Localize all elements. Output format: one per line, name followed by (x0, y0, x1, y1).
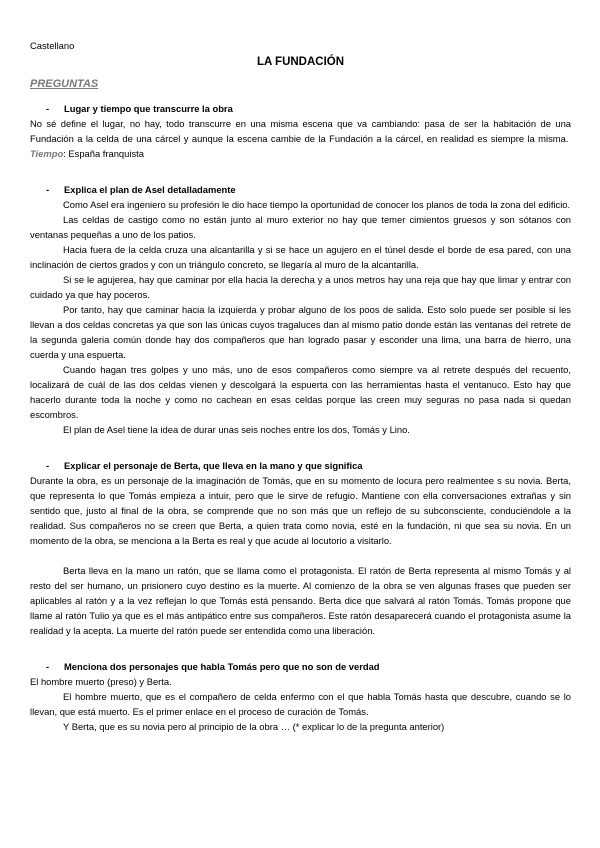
question-heading-3 (30, 458, 571, 473)
tiempo-label: Tiempo (30, 148, 64, 159)
answer-paragraph (30, 116, 571, 161)
question-text: Explica el plan de Asel detalladamente (64, 184, 236, 195)
answer-paragraph: Durante la obra, es un personaje de la imaginación de Tomás, que en su momento de locura pero realmentee s su novia. Berta, que representa lo que Tomás empieza a intuir, pero que le sirve de refugio. Mantiene con ella conversaciones extrañas y sin sentido que, justo al final de la obra, se comprende que no son más que un reflejo de su subconsciente, conduciéndole a la realidad. Sus compañeros no se creen que Berta, a quien trata como novia, esté en la fundación, ni que sea su novia. En un momento de la obra, se menciona a la Berta es real y que acude al locutorio a visitarlo. (30, 475, 571, 546)
question-heading-1 (30, 101, 571, 116)
question-text: Menciona dos personajes que habla Tomás pero que no son de verdad (64, 661, 380, 672)
question-heading-2 (30, 182, 571, 197)
answer-paragraph: Las celdas de castigo como no están junto al muro exterior no hay que temer cimientos gruesos y son sótanos con ventanas pequeñas a uno de los patios. (30, 214, 571, 240)
spacer (30, 638, 571, 653)
question-text: Explicar el personaje de Berta, que lleva en la mano y que significa (64, 460, 363, 471)
answer-paragraph: Hacia fuera de la celda cruza una alcantarilla y si se hace un agujero en el túnel desde el borde de esa pared, con una inclinación de ciertos grados y con un triángulo concreto, se llegaría al muro de la alcantarilla. (30, 244, 571, 270)
bullet-dash: - (46, 460, 50, 471)
answer-paragraph: El hombre muerto, que es el compañero de celda enfermo con el que habla Tomás hasta que descubre, cuando se lo llevan, que está muerto. Es el primer enlace en el proceso de curación de Tomás. (30, 691, 571, 717)
spacer (30, 161, 571, 176)
answer-lead: El hombre muerto (preso) y Berta. (30, 676, 172, 687)
question-text: Lugar y tiempo que transcurre la obra (64, 103, 233, 114)
tiempo-value: : España franquista (63, 148, 144, 159)
bullet-dash: - (46, 103, 50, 114)
spacer (30, 548, 571, 563)
answer-paragraph: Como Asel era ingeniero su profesión le dio hace tiempo la oportunidad de conocer los planos de toda la zona del edificio. (63, 199, 571, 210)
course-name: Castellano (30, 40, 75, 51)
answer-paragraph: Cuando hagan tres golpes y uno más, uno de esos compañeros como siempre va al retrete después del recuento, localizará de cuál de las dos celdas vienen y descolgará la espuerta con las herramientas hasta el ventanuco. Esto hay que hacerlo durante toda la noche y como no cachean en esas celdas porque las creen muy seguras no pasa nada si quedan escombros. (30, 364, 571, 420)
document-title: LA FUNDACIÓN (256, 56, 345, 68)
bullet-dash: - (46, 184, 50, 195)
answer-paragraph: Y Berta, que es su novia pero al principio de la obra … (* explicar lo de la pregunta anterior) (63, 721, 445, 732)
spacer (30, 437, 571, 452)
section-label: PREGUNTAS (30, 78, 99, 90)
bullet-dash: - (46, 661, 50, 672)
document-page (30, 38, 571, 734)
answer-text: No sé define el lugar, no hay, todo transcurre en una misma escena que va cambiando: pasa de ser la habitación de una Fundación a la celda de una cárcel y aunque la escena cambie de la Fundación a la cárcel, en realidad es siempre la misma. (30, 118, 571, 144)
question-heading-4 (30, 659, 571, 674)
answer-paragraph: El plan de Asel tiene la idea de durar unas seis noches entre los dos, Tomás y Lino. (63, 424, 410, 435)
answer-paragraph: Berta lleva en la mano un ratón, que se llama como el protagonista. El ratón de Berta representa al mismo Tomás y al resto del ser humano, un prisionero cuyo destino es la muerte. Al comienzo de la obra se ven algunas frases que pueden ser aplicables al ratón y a la vez reflejan lo que Tomás está pensando. Berta dice que salvará al ratón Tomás. Tomás propone que llame al ratón Tulio ya que es el más antipático entre sus compañeros. Este ratón desaparecerá cuando el protagonista asume la realidad y la acepta. La muerte del ratón puede ser entendida como una liberación. (30, 565, 571, 636)
answer-paragraph: Si se le agujerea, hay que caminar por ella hacia la derecha y a unos metros hay una reja que hay que limar y entrar con cuidado ya que hay poceros. (30, 274, 571, 300)
answer-paragraph: Por tanto, hay que caminar hacia la izquierda y probar alguno de los poos de salida. Esto solo puede ser posible si les llevan a dos celdas concretas ya que son las únicas cuyos tragaluces dan al mismo patio donde están las ventanas del retrete de la segunda galeria común donde hay dos compañeros que han logrado pasar y esconder una lima, una barra de hierro, una cuerda y una espuerta. (30, 304, 571, 360)
